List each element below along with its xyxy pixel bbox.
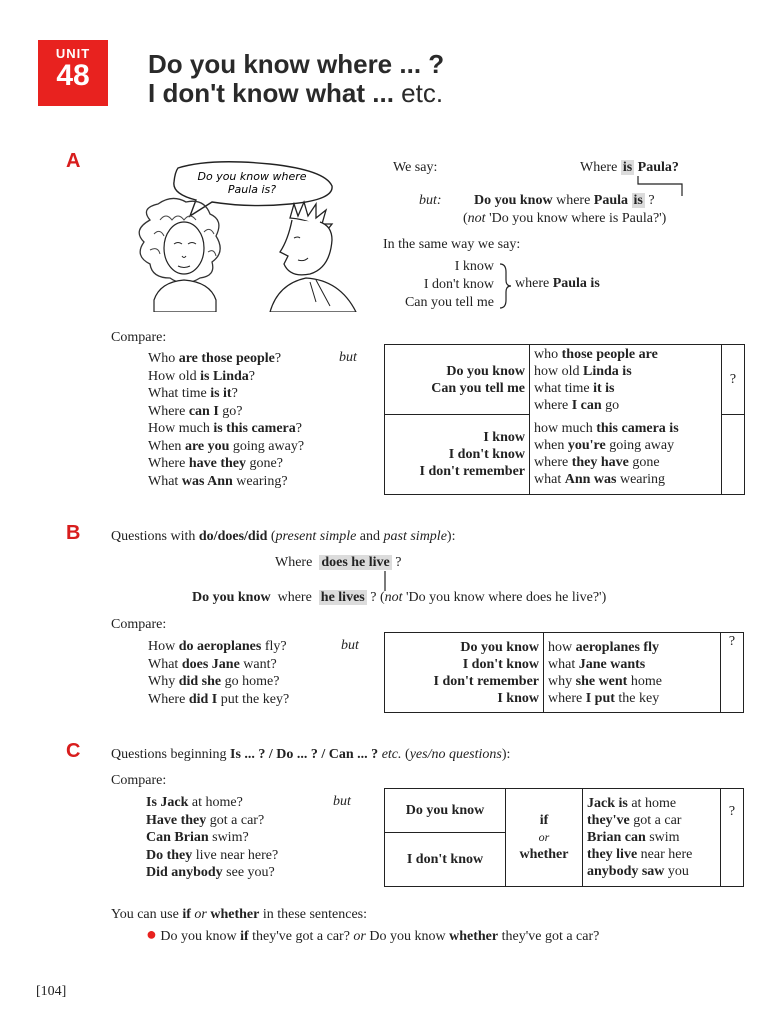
table-b-left: Do you know I don't know I don't remember I know xyxy=(385,633,544,713)
title-line1: Do you know where ... ? xyxy=(148,49,445,79)
list-item: Who are those people? xyxy=(148,351,282,366)
stem-list: I know I don't know Can you tell me xyxy=(404,259,494,310)
list-item: Where did I put the key? xyxy=(148,691,290,707)
table-c-if-whether: if or whether xyxy=(506,789,583,887)
table-a-left-bottom: I know I don't know I don't remember xyxy=(385,415,530,495)
example-sentence: ● Do you know if they've got a car? or Do you know whether they've got a car? xyxy=(146,924,600,944)
use-if-whether: You can use if or whether in these sentences: xyxy=(111,907,368,922)
do-you-know-where-paula-is: Do you know where Paula is ? xyxy=(474,193,655,208)
table-a-qmark: ? xyxy=(722,345,745,415)
list-item: Where can I go? xyxy=(148,403,243,419)
questions-list-b xyxy=(148,638,289,708)
grammar-table-b xyxy=(384,632,744,713)
illustration-two-people xyxy=(120,160,368,312)
section-b-letter: B xyxy=(66,522,81,544)
section-c-letter: C xyxy=(66,740,81,762)
list-item: What time is it? xyxy=(148,386,238,401)
table-c-right: Jack is at home they've got a car Brian can swim they live near here anybody saw you xyxy=(583,789,721,887)
table-c-i-dont-know: I don't know xyxy=(385,833,506,887)
where-does-he-live: Where does he live ? xyxy=(275,555,402,570)
where-is-paula: Where is Paula? xyxy=(580,160,679,175)
but-label-a2: but xyxy=(339,350,357,365)
bubble-line2: Paula is? xyxy=(227,183,277,196)
list-item: How old is Linda? xyxy=(148,368,255,384)
title-line2-rest: etc. xyxy=(393,78,444,108)
compare-c: Compare: xyxy=(111,773,167,788)
table-b-qmark: ? xyxy=(721,633,744,713)
grammar-table-a xyxy=(384,344,745,495)
section-b-intro: Questions with do/does/did (present simple and past simple): xyxy=(111,529,456,544)
list-item: What does Jane want? xyxy=(148,656,277,672)
compare-a: Compare: xyxy=(111,330,167,345)
list-item: Why did she go home? xyxy=(148,674,280,689)
table-a-right-top: who those people are how old Linda is what time it is where I can go xyxy=(530,345,722,415)
list-item: Where have they gone? xyxy=(148,456,283,471)
not-example-a: (not 'Do you know where is Paula?') xyxy=(463,211,667,226)
list-item: When are you going away? xyxy=(148,438,305,454)
list-item: Is Jack at home? xyxy=(146,795,243,810)
do-you-know-where-he-lives: Do you know where he lives ? (not 'Do you know where does he live?') xyxy=(192,590,607,605)
bubble-line1: Do you know where xyxy=(197,170,307,183)
table-a-right-bottom: how much this camera is when you're going away where they have gone what Ann was wearing xyxy=(530,415,722,495)
list-item: Have they got a car? xyxy=(146,812,265,828)
but-label-b: but xyxy=(341,638,359,653)
list-item: How do aeroplanes fly? xyxy=(148,639,287,654)
but-label-c: but xyxy=(333,794,351,809)
table-c-qmark: ? xyxy=(721,789,744,887)
table-c-do-you-know: Do you know xyxy=(385,789,506,833)
we-say: We say: xyxy=(393,160,438,175)
list-item: Do they live near here? xyxy=(146,847,279,863)
unit-label: UNIT xyxy=(55,46,91,61)
questions-list-a xyxy=(148,350,304,490)
unit-number: 48 xyxy=(56,59,90,92)
questions-list-c xyxy=(146,794,278,882)
compare-b: Compare: xyxy=(111,617,167,632)
list-item: What was Ann wearing? xyxy=(148,473,288,489)
table-b-right: how aeroplanes fly what Jane wants why she went home where I put the key xyxy=(544,633,721,713)
title-line2-bold: I don't know what ... xyxy=(148,78,394,108)
where-paula-is: where Paula is xyxy=(515,276,600,291)
page-title xyxy=(148,50,444,108)
list-item: Did anybody see you? xyxy=(146,865,275,880)
grammar-table-c xyxy=(384,788,744,887)
unit-badge xyxy=(38,40,108,106)
table-a-left-top: Do you know Can you tell me xyxy=(385,345,530,415)
but-label-a: but: xyxy=(419,193,442,208)
list-item: Can Brian swim? xyxy=(146,830,249,845)
list-item: How much is this camera? xyxy=(148,421,302,436)
page-number: [104] xyxy=(36,984,67,999)
section-a-letter: A xyxy=(66,150,81,172)
brace-icon xyxy=(498,262,512,310)
section-c-intro: Questions beginning Is ... ? / Do ... ? / Can ... ? etc. (yes/no questions): xyxy=(111,747,511,762)
same-way: In the same way we say: xyxy=(383,237,521,252)
bullet-icon: ● xyxy=(146,924,157,944)
